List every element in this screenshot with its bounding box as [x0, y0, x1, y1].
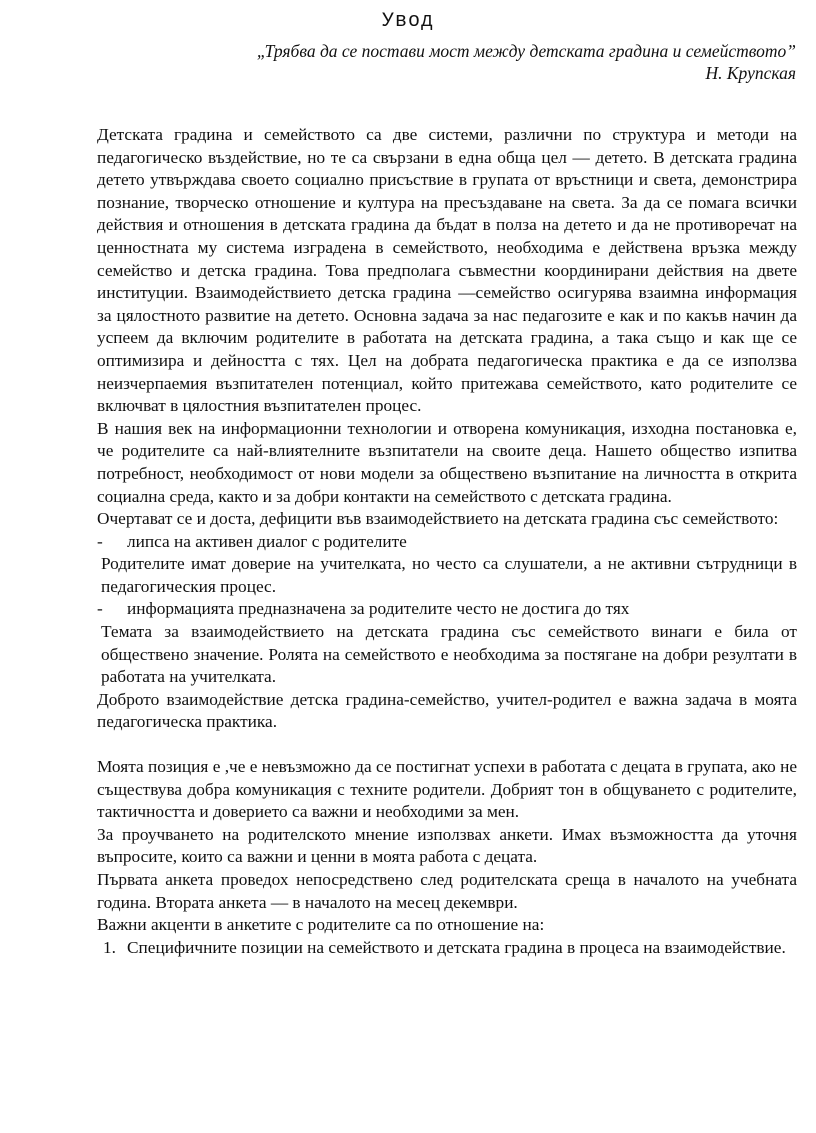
paragraph-4: Родителите имат доверие на учителката, но често са слушатели, а не активни сътрудници в педагогическия процес. [101, 554, 797, 596]
page-title: Увод [381, 10, 434, 33]
list-item [97, 937, 797, 960]
paragraph-5: Темата за взаимодействието на детската градина със семейството винаги е била от обществено значение. Ролята на семейството е необходима за постягане на добри резултати в работата на учителката. [101, 622, 797, 687]
paragraph-10: Важни акценти в анкетите с родителите са по отношение на: [97, 915, 545, 935]
dash-marker: - [97, 599, 103, 619]
paragraph-3: Очертават се и доста, дефицити във взаимодействието на детската градина със семейството: [97, 509, 779, 529]
paragraph-2: В нашия век на информационни технологии и отворена комуникация, изходна постановка е, че родителите са най-влиятелните възпитатели на своите деца. Нашето общество изпитва потребност, необходимост от нови модели за обществено възпитание на личността в открита социална среда, както и за добри контакти на семейството с детската градина. [97, 418, 797, 506]
list-item [97, 598, 797, 621]
list-item-text: Специфичните позиции на семейството и детската градина в процеса на взаимодействие. [127, 937, 786, 957]
paragraph-gap [97, 734, 797, 756]
list-item-text: липса на активен диалог с родителите [127, 531, 407, 551]
list-item [97, 531, 797, 554]
epigraph [236, 40, 796, 84]
paragraph-6: Доброто взаимодействие детска градина-семейство, учител-родител е важна задача в моята педагогическа практика. [97, 689, 797, 732]
paragraph-7: Моята позиция е ,че е невъзможно да се постигнат успехи в работата с децата в групата, ако не съществува добра комуникация с техните родители. Добрият тон в общуването с родителите, тактичността и доверието са важни и необходими за мен. [97, 757, 797, 822]
paragraph-9: Първата анкета проведох непосредствено след родителската среща в началото на учебната година. Втората анкета — в началото на месец декември. [97, 870, 797, 912]
dash-marker: - [97, 531, 103, 551]
list-number: 1. [103, 937, 116, 957]
epigraph-quote: „Трябва да се постави мост между детската градина и семейството” [256, 41, 796, 61]
paragraph-8: За проучването на родителското мнение използвах анкети. Имах възможността да уточня въпросите, които са важни и ценни в моята работа с децата. [97, 824, 797, 867]
document-body [97, 124, 797, 959]
epigraph-author: Н. Крупская [705, 63, 796, 83]
paragraph-1: Детската градина и семейството са две системи, различни по структура и методи на педагогическо въздействие, но те са свързани в една обща цел — детето. В детската градина детето утвърждава своето социално присъствие в групата от връстници и света, демонстрира познание, творческо отношение и култура на пресъздаване на света. За да се помага всички действия и отношения в детската градина да бъдат в полза на детето и да не противоречат на ценностната му система изградена в семейството, необходима е действена връзка между семейство и детска градина. Това предполага съвместни координирани действия на двете институции. Взаимодействието детска градина —семейство осигурява взаимна информация за цялостното развитие на детето. Основна задача за нас педагозите е как и по какъв начин да успеем да включим родителите в работата на детската градина, а така също и как ще се оптимизира и дейността с тях. Цел на добрата педагогическа практика е да се използва неизчерпаемия възпитателен потенциал, който притежава семейството, като родителите се включват в цялостния възпитателен процес. [97, 125, 797, 416]
list-item-text: информацията предназначена за родителите често не достига до тях [127, 599, 630, 619]
